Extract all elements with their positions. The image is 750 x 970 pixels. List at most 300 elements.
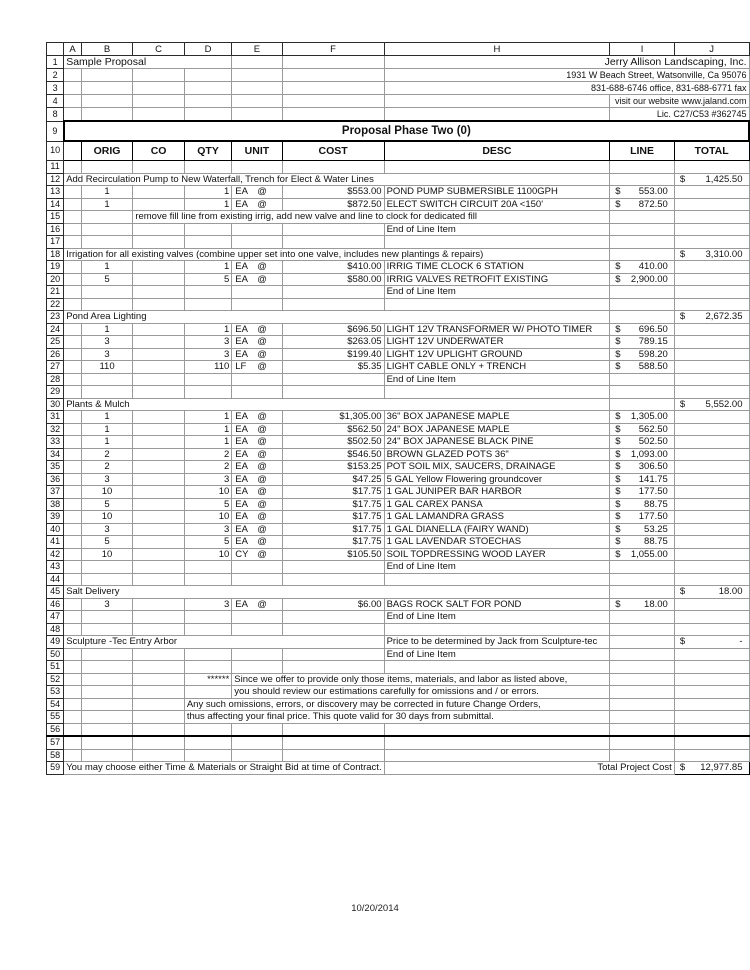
row-number: 31	[47, 411, 64, 424]
row-number: 19	[47, 261, 64, 274]
line-amount-cell	[610, 461, 675, 474]
amount-wrap	[612, 449, 672, 460]
orig-cell: 2	[81, 461, 133, 474]
row-number: 33	[47, 436, 64, 449]
cost-cell: $263.05	[282, 336, 384, 349]
co-cell	[133, 523, 185, 536]
unit-label: CY	[235, 548, 249, 560]
column-letters-row	[47, 43, 750, 56]
cost-cell: $17.75	[282, 498, 384, 511]
qty-cell: 2	[184, 461, 231, 474]
line-amount-cell	[610, 523, 675, 536]
empty-cell	[64, 348, 82, 361]
empty-cell	[64, 686, 82, 699]
empty-cell	[384, 573, 610, 586]
line-amount-cell	[610, 411, 675, 424]
empty-cell	[232, 648, 282, 661]
empty-cell	[232, 223, 282, 236]
row-number: 43	[47, 561, 64, 574]
line-amount-cell	[610, 336, 675, 349]
row-20	[47, 273, 750, 286]
line-amount-cell	[610, 436, 675, 449]
disclaimer-cell: Any such omissions, errors, or discovery may be corrected in future Change Orders,	[184, 698, 609, 711]
row-42	[47, 548, 750, 561]
amount: 588.50	[638, 361, 668, 373]
column-letter: B	[81, 43, 133, 56]
empty-cell	[64, 82, 82, 95]
amount: 18.00	[644, 598, 668, 610]
empty-cell	[282, 736, 384, 749]
desc-cell: 24" BOX JAPANESE BLACK PINE	[384, 436, 610, 449]
empty-cell	[133, 711, 185, 724]
empty-cell	[384, 298, 610, 311]
column-letter: F	[282, 43, 384, 56]
at-symbol: @	[257, 436, 267, 448]
empty-cell	[610, 311, 675, 324]
empty-cell	[81, 211, 133, 224]
at-symbol: @	[257, 548, 267, 560]
unit-cell	[232, 261, 282, 274]
empty-cell	[184, 686, 231, 699]
currency-symbol: $	[615, 536, 621, 548]
co-cell	[133, 411, 185, 424]
row-number: 46	[47, 598, 64, 611]
qty-cell: 3	[184, 336, 231, 349]
empty-cell	[674, 486, 749, 499]
empty-cell	[674, 261, 749, 274]
empty-cell	[384, 749, 610, 762]
currency-symbol: $	[679, 586, 686, 598]
cost-cell: $17.75	[282, 486, 384, 499]
empty-cell	[610, 661, 675, 674]
amount: 696.50	[638, 323, 668, 335]
empty-cell	[184, 236, 231, 249]
row-53	[47, 686, 750, 699]
row-number: 18	[47, 248, 64, 261]
section-title-cell: Add Recirculation Pump to New Waterfall, Trench for Elect & Water Lines	[64, 173, 610, 186]
co-cell	[133, 536, 185, 549]
row-number: 53	[47, 686, 64, 699]
row-11	[47, 161, 750, 174]
empty-cell	[64, 598, 82, 611]
unit-label: EA	[235, 186, 248, 198]
currency-symbol: $	[679, 398, 686, 410]
cost-cell: $105.50	[282, 548, 384, 561]
empty-cell	[184, 723, 231, 736]
empty-cell	[184, 298, 231, 311]
line-amount-cell	[610, 536, 675, 549]
cost-cell: $47.25	[282, 473, 384, 486]
at-symbol: @	[257, 361, 267, 373]
unit-label: EA	[235, 348, 248, 360]
row-12	[47, 173, 750, 186]
empty-cell	[674, 723, 749, 736]
empty-cell	[674, 448, 749, 461]
unit-wrap	[234, 549, 279, 560]
unit-wrap	[234, 274, 279, 285]
amount-wrap	[612, 549, 672, 560]
amount: 1,093.00	[630, 448, 668, 460]
currency-symbol: $	[679, 636, 686, 648]
empty-cell	[384, 661, 610, 674]
empty-cell	[184, 623, 231, 636]
row-19	[47, 261, 750, 274]
amount-wrap	[612, 486, 672, 497]
desc-cell: LIGHT CABLE ONLY + TRENCH	[384, 361, 610, 374]
row-number: 25	[47, 336, 64, 349]
row-43	[47, 561, 750, 574]
amount: 18.00	[718, 586, 743, 598]
row-40	[47, 523, 750, 536]
empty-cell	[282, 161, 384, 174]
row-number: 36	[47, 473, 64, 486]
empty-cell	[610, 749, 675, 762]
row-56	[47, 723, 750, 736]
currency-symbol: $	[615, 548, 621, 560]
amount: 598.20	[638, 348, 668, 360]
empty-cell	[64, 473, 82, 486]
empty-cell	[81, 561, 133, 574]
line-amount-cell	[610, 323, 675, 336]
empty-cell	[610, 686, 675, 699]
empty-cell	[133, 673, 185, 686]
qty-cell: 1	[184, 323, 231, 336]
empty-cell	[81, 298, 133, 311]
empty-cell	[133, 723, 185, 736]
row-17	[47, 236, 750, 249]
currency-symbol: $	[615, 198, 621, 210]
empty-cell	[674, 536, 749, 549]
unit-cell	[232, 511, 282, 524]
qty-cell: 1	[184, 198, 231, 211]
empty-cell	[282, 69, 384, 82]
desc-cell: 1 GAL LAVENDAR STOECHAS	[384, 536, 610, 549]
unit-label: EA	[235, 411, 248, 423]
co-cell	[133, 436, 185, 449]
empty-cell	[81, 573, 133, 586]
desc-cell: POT SOIL MIX, SAUCERS, DRAINAGE	[384, 461, 610, 474]
desc-cell: Price to be determined by Jack from Sculpture-tec	[384, 636, 610, 649]
empty-cell	[64, 461, 82, 474]
empty-cell	[133, 386, 185, 399]
cost-cell: $696.50	[282, 323, 384, 336]
unit-wrap	[234, 449, 279, 460]
empty-cell	[282, 648, 384, 661]
empty-cell	[232, 161, 282, 174]
row-15	[47, 211, 750, 224]
row-57	[47, 736, 750, 749]
section-title-cell: Plants & Mulch	[64, 398, 610, 411]
empty-cell	[674, 573, 749, 586]
row-number: 35	[47, 461, 64, 474]
empty-cell	[64, 498, 82, 511]
empty-cell	[133, 561, 185, 574]
co-cell	[133, 198, 185, 211]
empty-cell	[64, 548, 82, 561]
empty-cell	[64, 361, 82, 374]
empty-cell	[384, 108, 610, 122]
desc-cell: BAGS ROCK SALT FOR POND	[384, 598, 610, 611]
empty-cell	[133, 108, 185, 122]
row-number: 4	[47, 95, 64, 108]
row-28	[47, 373, 750, 386]
empty-cell	[81, 736, 133, 749]
orig-cell: 10	[81, 548, 133, 561]
empty-cell	[64, 648, 82, 661]
row-52	[47, 673, 750, 686]
row-number: 29	[47, 386, 64, 399]
header-cell-qty: QTY	[184, 141, 231, 161]
unit-label: EA	[235, 436, 248, 448]
orig-cell: 1	[81, 423, 133, 436]
empty-cell	[610, 561, 675, 574]
row-32	[47, 423, 750, 436]
empty-cell	[133, 686, 185, 699]
amount: 2,900.00	[630, 273, 668, 285]
empty-cell	[81, 673, 133, 686]
unit-cell	[232, 548, 282, 561]
empty-cell	[610, 573, 675, 586]
empty-cell	[674, 323, 749, 336]
cost-cell: $553.00	[282, 186, 384, 199]
currency-symbol: $	[615, 361, 621, 373]
at-symbol: @	[257, 186, 267, 198]
proposal-table	[46, 42, 750, 775]
empty-cell	[282, 611, 384, 624]
sheet-title-cell: Sample Proposal	[64, 56, 232, 69]
empty-cell	[232, 623, 282, 636]
empty-cell	[674, 473, 749, 486]
row-number: 45	[47, 586, 64, 599]
at-symbol: @	[257, 498, 267, 510]
empty-cell	[64, 95, 82, 108]
empty-cell	[674, 336, 749, 349]
unit-cell	[232, 473, 282, 486]
empty-cell	[282, 56, 384, 69]
unit-cell	[232, 423, 282, 436]
row-25	[47, 336, 750, 349]
row-number: 26	[47, 348, 64, 361]
cost-cell: $17.75	[282, 523, 384, 536]
unit-cell	[232, 498, 282, 511]
empty-cell	[384, 386, 610, 399]
row-number: 14	[47, 198, 64, 211]
unit-label: EA	[235, 536, 248, 548]
section-total-cell	[674, 173, 749, 186]
row-23	[47, 311, 750, 324]
empty-cell	[232, 749, 282, 762]
qty-cell: 5	[184, 273, 231, 286]
empty-cell	[674, 598, 749, 611]
unit-cell	[232, 186, 282, 199]
orig-cell: 5	[81, 536, 133, 549]
header-cell-unit: UNIT	[232, 141, 282, 161]
section-title-cell: Pond Area Lighting	[64, 311, 610, 324]
empty-cell	[610, 236, 675, 249]
row-number: 57	[47, 736, 64, 749]
unit-cell	[232, 536, 282, 549]
empty-cell	[133, 661, 185, 674]
end-of-line-item-cell: End of Line Item	[384, 648, 610, 661]
orig-cell: 3	[81, 336, 133, 349]
row-44	[47, 573, 750, 586]
empty-cell	[674, 561, 749, 574]
unit-label: EA	[235, 336, 248, 348]
qty-cell: 2	[184, 448, 231, 461]
empty-cell	[81, 373, 133, 386]
row-49	[47, 636, 750, 649]
row-number: 55	[47, 711, 64, 724]
desc-cell: SOIL TOPDRESSING WOOD LAYER	[384, 548, 610, 561]
co-cell	[133, 461, 185, 474]
row-51	[47, 661, 750, 674]
column-letter: E	[232, 43, 282, 56]
phase-title-cell: Proposal Phase Two (0)	[64, 121, 749, 141]
co-cell	[133, 448, 185, 461]
empty-cell	[64, 573, 82, 586]
empty-cell	[282, 236, 384, 249]
empty-cell	[64, 298, 82, 311]
row-number: 9	[47, 121, 64, 141]
orig-cell: 1	[81, 436, 133, 449]
qty-cell: 3	[184, 598, 231, 611]
amount-wrap	[612, 324, 672, 335]
row-number: 56	[47, 723, 64, 736]
line-amount-cell	[610, 598, 675, 611]
amount: 1,055.00	[630, 548, 668, 560]
amount-wrap	[612, 436, 672, 447]
unit-label: EA	[235, 486, 248, 498]
empty-cell	[64, 611, 82, 624]
row-4	[47, 95, 750, 108]
unit-label: EA	[235, 598, 248, 610]
amount-wrap	[677, 399, 747, 410]
currency-symbol: $	[615, 348, 621, 360]
amount-wrap	[677, 762, 747, 773]
amount-wrap	[677, 636, 747, 647]
end-of-line-item-cell: End of Line Item	[384, 611, 610, 624]
empty-cell	[674, 223, 749, 236]
unit-label: EA	[235, 261, 248, 273]
empty-cell	[133, 698, 185, 711]
unit-cell	[232, 411, 282, 424]
header-cell-total: TOTAL	[674, 141, 749, 161]
row-30	[47, 398, 750, 411]
empty-cell	[64, 736, 82, 749]
co-cell	[133, 261, 185, 274]
empty-cell	[81, 161, 133, 174]
row-number: 54	[47, 698, 64, 711]
line-amount-cell	[610, 348, 675, 361]
empty-cell	[282, 108, 384, 122]
at-symbol: @	[257, 348, 267, 360]
currency-symbol: $	[615, 461, 621, 473]
empty-cell	[674, 198, 749, 211]
desc-cell: LIGHT 12V UNDERWATER	[384, 336, 610, 349]
unit-cell	[232, 486, 282, 499]
unit-wrap	[234, 336, 279, 347]
unit-wrap	[234, 199, 279, 210]
row-34	[47, 448, 750, 461]
empty-cell	[232, 386, 282, 399]
unit-wrap	[234, 261, 279, 272]
unit-label: EA	[235, 461, 248, 473]
empty-cell	[282, 223, 384, 236]
unit-label: EA	[235, 423, 248, 435]
amount: 141.75	[638, 473, 668, 485]
empty-cell	[232, 723, 282, 736]
company-info-cell: 831-688-6746 office, 831-688-6771 fax	[384, 82, 749, 95]
unit-cell	[232, 436, 282, 449]
row-number: 52	[47, 673, 64, 686]
row-33	[47, 436, 750, 449]
row-3	[47, 82, 750, 95]
unit-label: EA	[235, 323, 248, 335]
at-symbol: @	[257, 461, 267, 473]
amount: 12,977.85	[700, 762, 743, 774]
at-symbol: @	[257, 523, 267, 535]
empty-cell	[610, 173, 675, 186]
empty-cell	[81, 723, 133, 736]
section-total-cell	[674, 398, 749, 411]
row-29	[47, 386, 750, 399]
qty-cell: 1	[184, 411, 231, 424]
cost-cell: $17.75	[282, 511, 384, 524]
amount-wrap	[612, 411, 672, 422]
row-47	[47, 611, 750, 624]
empty-cell	[610, 673, 675, 686]
amount: 1,305.00	[630, 411, 668, 423]
empty-cell	[610, 586, 675, 599]
cost-cell: $580.00	[282, 273, 384, 286]
unit-label: LF	[235, 361, 247, 373]
orig-cell: 1	[81, 261, 133, 274]
empty-cell	[610, 161, 675, 174]
row-38	[47, 498, 750, 511]
empty-cell	[81, 661, 133, 674]
currency-symbol: $	[615, 473, 621, 485]
empty-cell	[64, 523, 82, 536]
empty-cell	[674, 711, 749, 724]
empty-cell	[610, 698, 675, 711]
amount: -	[739, 636, 743, 648]
co-cell	[133, 511, 185, 524]
empty-cell	[610, 623, 675, 636]
row-number: 27	[47, 361, 64, 374]
amount-wrap	[612, 349, 672, 360]
empty-cell	[674, 736, 749, 749]
empty-cell	[232, 736, 282, 749]
orig-cell: 5	[81, 273, 133, 286]
empty-cell	[133, 623, 185, 636]
row-55	[47, 711, 750, 724]
empty-cell	[64, 198, 82, 211]
empty-cell	[81, 223, 133, 236]
cost-cell: $17.75	[282, 536, 384, 549]
unit-cell	[232, 461, 282, 474]
amount-wrap	[612, 599, 672, 610]
empty-cell	[282, 95, 384, 108]
empty-cell	[184, 648, 231, 661]
empty-cell	[282, 561, 384, 574]
at-symbol: @	[257, 486, 267, 498]
empty-cell	[81, 108, 133, 122]
empty-cell	[610, 373, 675, 386]
line-amount-cell	[610, 361, 675, 374]
desc-cell: 1 GAL DIANELLA (FAIRY WAND)	[384, 523, 610, 536]
row-number: 40	[47, 523, 64, 536]
row-number: 20	[47, 273, 64, 286]
